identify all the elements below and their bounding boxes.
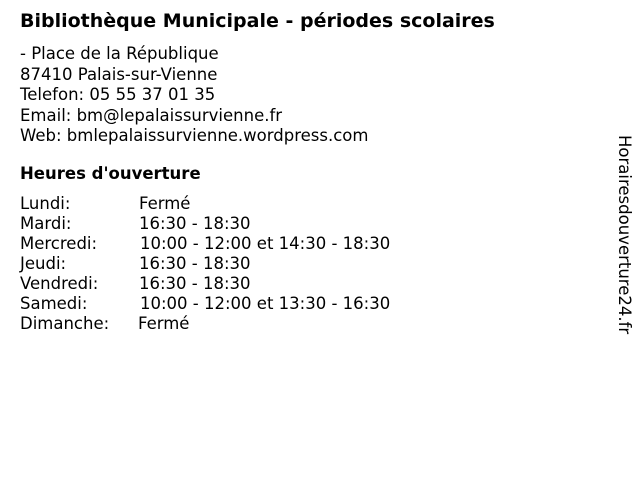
phone-line: Telefon: 05 55 37 01 35	[20, 85, 216, 104]
time-value: 10:00 - 12:00 et 13:30 - 16:30	[140, 294, 391, 313]
page-title: Bibliothèque Municipale - périodes scolaires	[20, 10, 495, 32]
site-watermark: Horairesdouverture24.fr	[615, 135, 634, 335]
hours-heading: Heures d'ouverture	[20, 164, 201, 183]
time-value: 16:30 - 18:30	[139, 254, 251, 273]
time-value: 16:30 - 18:30	[139, 214, 251, 233]
day-label: Lundi:	[20, 194, 71, 213]
street-line: - Place de la République	[20, 44, 219, 63]
day-label: Mardi:	[20, 214, 72, 233]
web-line: Web: bmlepalaissurvienne.wordpress.com	[20, 126, 369, 145]
email-line: Email: bm@lepalaissurvienne.fr	[20, 105, 283, 125]
day-label: Dimanche:	[20, 314, 110, 333]
city-line: 87410 Palais-sur-Vienne	[20, 64, 218, 84]
day-label: Mercredi:	[20, 234, 98, 253]
time-value: Fermé	[138, 314, 190, 333]
time-value: 10:00 - 12:00 et 14:30 - 18:30	[140, 234, 391, 253]
day-label: Jeudi:	[20, 254, 67, 273]
address-block	[20, 44, 368, 147]
time-value: Fermé	[139, 194, 191, 213]
day-label: Vendredi:	[20, 274, 99, 293]
time-value: 16:30 - 18:30	[139, 274, 251, 293]
day-label: Samedi:	[20, 294, 88, 313]
